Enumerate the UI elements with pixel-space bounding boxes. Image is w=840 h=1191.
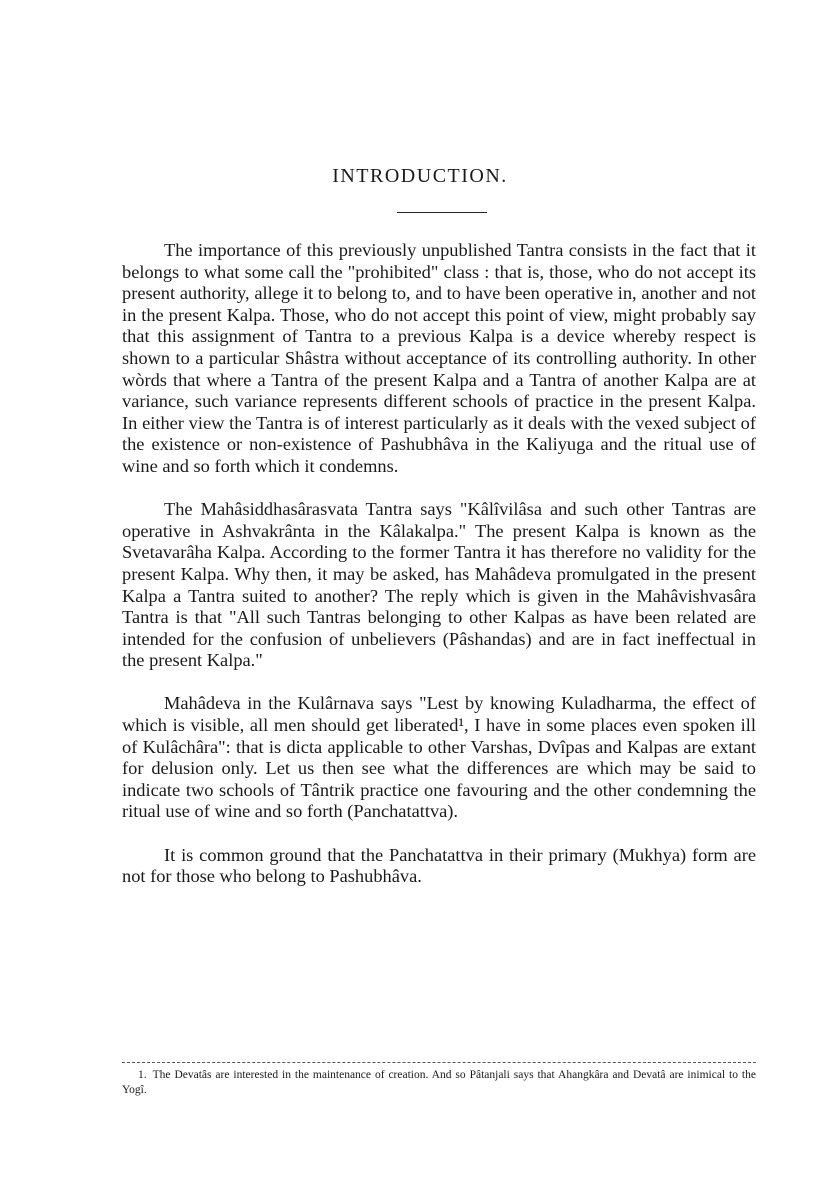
paragraph-1: The importance of this previously unpublished Tantra consists in the fact that it belongs to what some call the "prohibited" class : that is, those, who do not accept its present authority, allege it to belong to, and to have been operative in, another and not in the present Kalpa. Those, who do not accept this point of view, might probably say that this assignment of Tantra to a previous Kalpa is a device whereby respect is shown to a particular Shâstra without acceptance of its controlling authority. In other wòrds that where a Tantra of the present Kalpa and a Tantra of another Kalpa are at variance, such variance represents different schools of practice in the present Kalpa. In either view the Tantra is of interest particularly as it deals with the vexed subject of the existence or non-existence of Pashubhâva in the Kaliyuga and the ritual use of wine and so forth which it condemns. [122, 240, 756, 476]
paragraph-4: It is common ground that the Panchatattva in their primary (Mukhya) form are not for those who belong to Pashubhâva. [122, 844, 756, 887]
footnote-text: The Devatâs are interested in the maintenance of creation. And so Pâtanjali says that Ahangkâra and Devatâ are inimical to the Yogî. [122, 1069, 756, 1096]
paragraph-2: The Mahâsiddhasârasvata Tantra says "Kâlîvilâsa and such other Tantras are operative in Ashvakrânta in the Kâlakalpa." The present Kalpa is known as the Svetavarâha Kalpa. According to the former Tantra it has therefore no validity for the present Kalpa. Why then, it may be asked, has Mahâdeva promulgated in the present Kalpa a Tantra suited to another? The reply which is given in the Mahâvishvasâra Tantra is that "All such Tantras belonging to other Kalpas as have been related are intended for the confusion of unbelievers (Pâshandas) and are in fact ineffectual in the present Kalpa." [122, 499, 756, 671]
footnote [122, 1068, 756, 1098]
footnote-number: 1. [138, 1069, 147, 1081]
page-title: INTRODUCTION. [332, 165, 508, 187]
footnote-rule [122, 1062, 756, 1063]
paragraph-3: Mahâdeva in the Kulârnava says "Lest by knowing Kuladharma, the effect of which is visible, all men should get liberated¹, I have in some places even spoken ill of Kulâchâra": that is dicta applicable to other Varshas, Dvîpas and Kalpas are extant for delusion only. Let us then see what the differences are which may be said to indicate two schools of Tântrik practice one favouring and the other condemning the ritual use of wine and so forth (Panchatattva). [122, 693, 756, 822]
body-text [122, 240, 756, 888]
title-rule [397, 212, 487, 213]
